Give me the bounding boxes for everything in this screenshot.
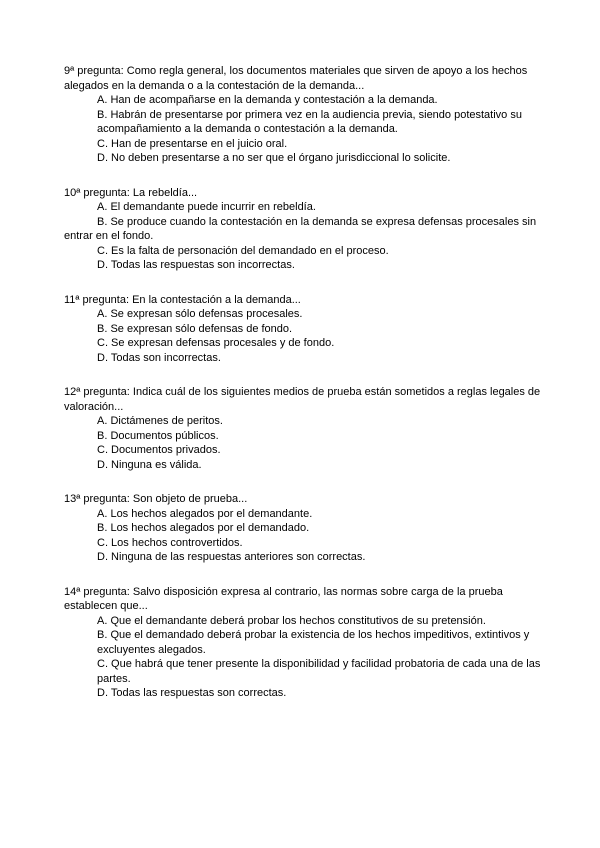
answer-option-b: B. Se produce cuando la contestación en la demanda se expresa defensas procesales sin entrar en el fondo.: [64, 215, 537, 242]
answer-option-a: A. Han de acompañarse en la demanda y contestación a la demanda.: [97, 94, 438, 106]
answer-option-a: A. Se expresan sólo defensas procesales.: [97, 308, 303, 320]
question-prompt: 14ª pregunta: Salvo disposición expresa al contrario, las normas sobre carga de la prueba establecen que...: [64, 585, 503, 612]
answer-option-c: C. Han de presentarse en el juicio oral.: [97, 137, 288, 150]
answer-option-c: C. Que habrá que tener presente la disponibilidad y facilidad probatoria de cada una de las partes.: [97, 658, 541, 685]
answer-option-a: A. El demandante puede incurrir en rebeldía.: [97, 201, 316, 213]
answer-option-b: B. Habrán de presentarse por primera vez en la audiencia previa, siendo potestativo su acompañamiento a la demanda o contestación a la demanda.: [97, 108, 522, 135]
question-prompt: 10ª pregunta: La rebeldía...: [64, 186, 198, 199]
question-block-13: [64, 492, 544, 565]
answer-option-a: A. Los hechos alegados por el demandante.: [97, 507, 313, 520]
answer-option-c: C. Es la falta de personación del demandado en el proceso.: [97, 244, 389, 257]
question-prompt: 9ª pregunta: Como regla general, los documentos materiales que sirven de apoyo a los hechos alegados en la demanda o a la contestación de la demanda...: [64, 65, 528, 92]
answer-option-d: D. Ninguna de las respuestas anteriores son correctas.: [97, 551, 366, 563]
answer-option-d: D. Todas las respuestas son incorrectas.: [97, 259, 295, 271]
question-prompt: 11ª pregunta: En la contestación a la demanda...: [64, 293, 301, 306]
question-block-9: [64, 64, 544, 166]
answer-option-d: D. Todas son incorrectas.: [97, 351, 221, 364]
answer-option-d: D. Ninguna es válida.: [97, 458, 202, 471]
answer-option-d: D. No deben presentarse a no ser que el órgano jurisdiccional lo solicite.: [97, 152, 451, 164]
answer-option-c: C. Se expresan defensas procesales y de fondo.: [97, 337, 335, 349]
answer-option-b: B. Documentos públicos.: [97, 429, 219, 442]
answer-option-c: C. Documentos privados.: [97, 444, 221, 456]
answer-option-a: A. Dictámenes de peritos.: [97, 415, 223, 427]
question-block-10: [64, 186, 544, 273]
question-block-11: [64, 293, 544, 366]
question-block-12: [64, 385, 544, 472]
answer-option-c: C. Los hechos controvertidos.: [97, 536, 243, 549]
answer-option-b: B. Se expresan sólo defensas de fondo.: [97, 322, 293, 335]
question-prompt: 12ª pregunta: Indica cuál de los siguientes medios de prueba están sometidos a reglas legales de valoración...: [64, 386, 541, 413]
question-block-14: [64, 585, 544, 701]
answer-option-b: B. Los hechos alegados por el demandado.: [97, 522, 310, 534]
answer-option-a: A. Que el demandante deberá probar los hechos constitutivos de su pretensión.: [97, 614, 486, 627]
answer-option-b: B. Que el demandado deberá probar la existencia de los hechos impeditivos, extintivos y excluyentes alegados.: [97, 629, 530, 656]
answer-option-d: D. Todas las respuestas son correctas.: [97, 687, 287, 699]
question-prompt: 13ª pregunta: Son objeto de prueba...: [64, 493, 248, 505]
